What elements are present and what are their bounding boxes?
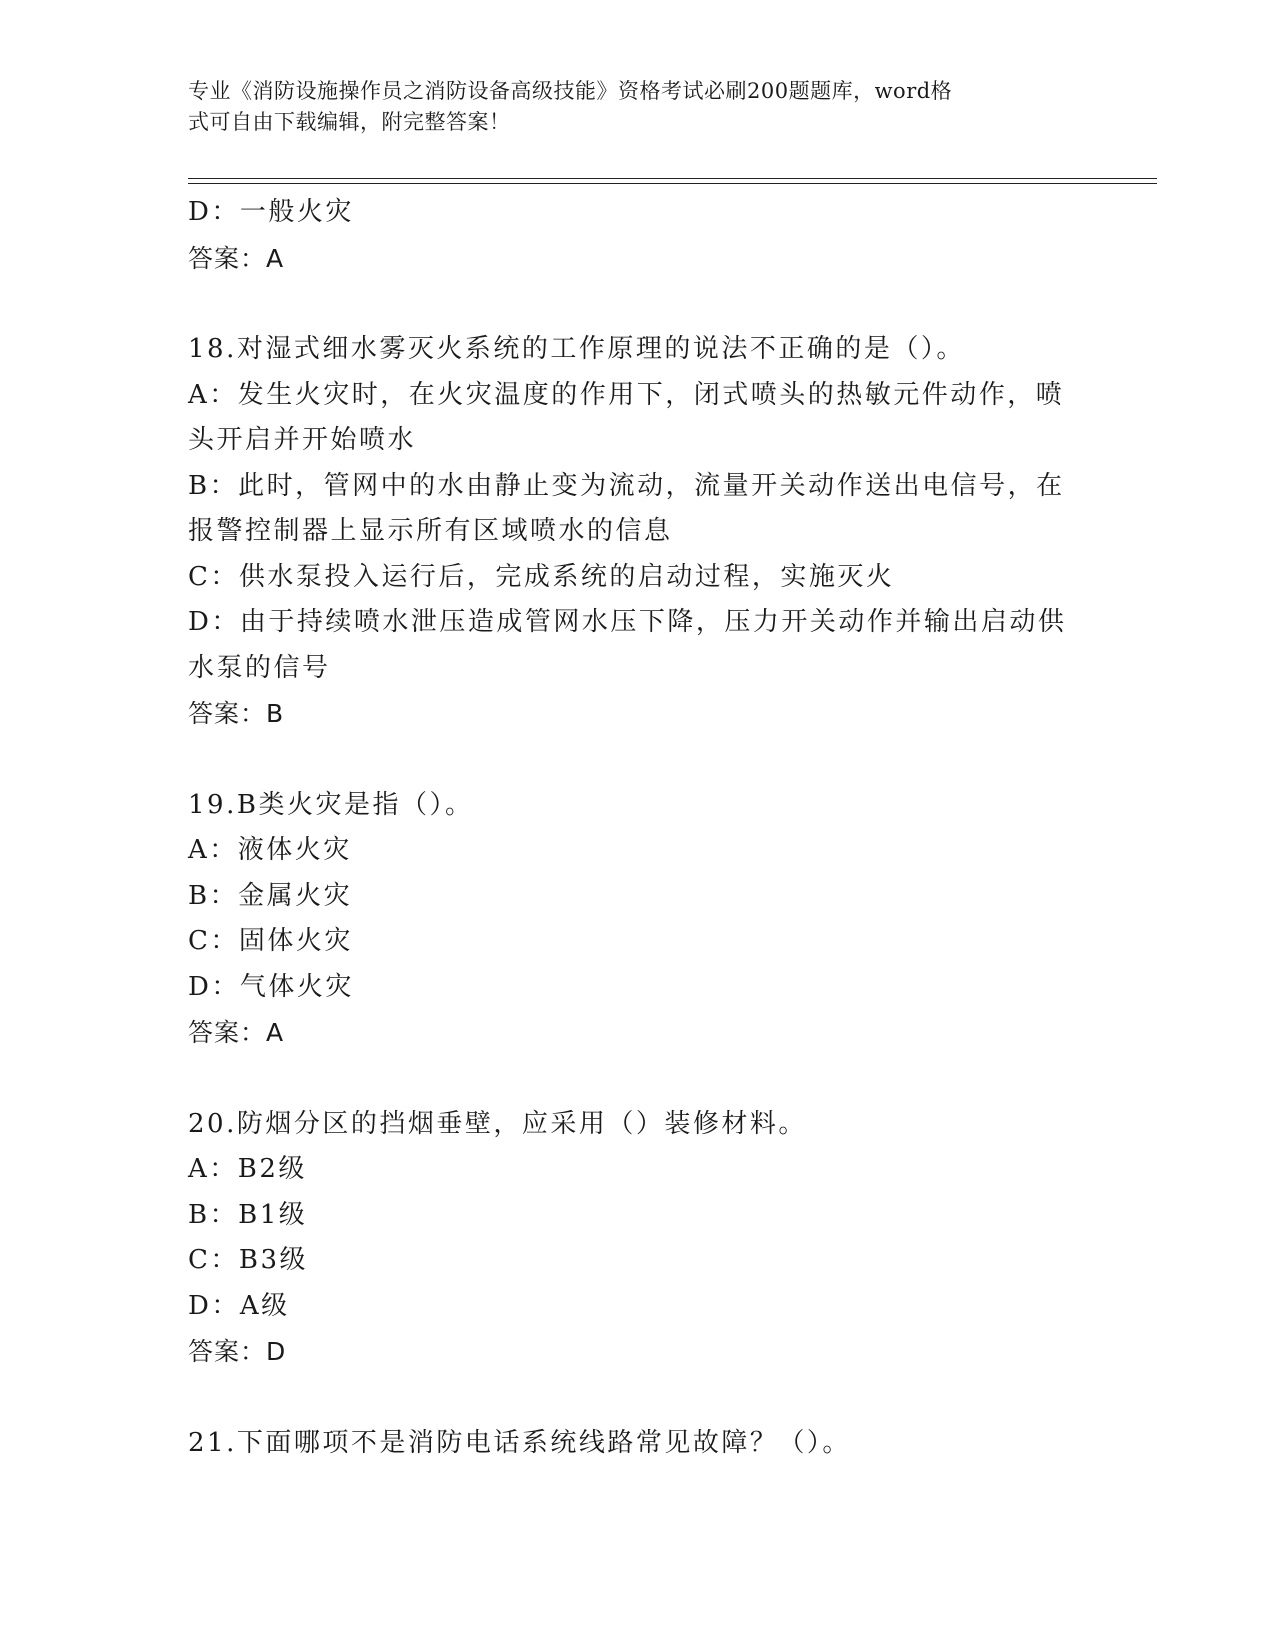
question-text: 18.对湿式细水雾灭火系统的工作原理的说法不正确的是（）。 — [188, 334, 965, 364]
option-a: A：B2级 — [188, 1154, 307, 1184]
question-block-18 — [188, 327, 1088, 737]
header-line-1: 专业《消防设施操作员之消防设备高级技能》资格考试必刷200题题库，word格 — [188, 79, 953, 103]
document-header — [188, 76, 1068, 138]
question-block-21 — [188, 1421, 1088, 1467]
question-list — [188, 190, 1088, 1466]
answer-line: 答案：B — [188, 699, 285, 728]
option-c: C：供水泵投入运行后，完成系统的启动过程，实施灭火 — [188, 561, 895, 592]
header-line-2: 式可自由下载编辑，附完整答案！ — [188, 110, 511, 134]
answer-line: 答案：A — [188, 243, 285, 273]
option-c: C：固体火灾 — [188, 926, 353, 956]
spacer — [188, 1375, 1088, 1421]
header-divider-top — [188, 178, 1157, 179]
spacer — [188, 737, 1088, 783]
option-a: A：发生火灾时，在火灾温度的作用下，闭式喷头的热敏元件动作，喷 — [188, 379, 1065, 410]
option-a-continued: 头开启并开始喷水 — [188, 425, 417, 455]
spacer — [188, 1056, 1088, 1102]
option-b: B：此时，管网中的水由静止变为流动，流量开关动作送出电信号，在 — [188, 470, 1065, 501]
option-d: D：一般火灾 — [188, 197, 354, 227]
spacer — [188, 281, 1088, 327]
question-block-17 — [188, 190, 1088, 281]
option-b: B：B1级 — [188, 1199, 308, 1230]
question-block-20 — [188, 1102, 1088, 1375]
option-d: D：由于持续喷水泄压造成管网水压下降，压力开关动作并输出启动供 — [188, 607, 1067, 637]
answer-line: 答案：D — [188, 1337, 287, 1366]
option-b-continued: 报警控制器上显示所有区域喷水的信息 — [188, 516, 673, 546]
option-c: C：B3级 — [188, 1245, 309, 1275]
answer-line: 答案：A — [188, 1018, 285, 1047]
question-text: 21.下面哪项不是消防电话系统线路常见故障？（）。 — [188, 1427, 851, 1458]
option-b: B：金属火灾 — [188, 880, 353, 911]
question-text: 19.B类火灾是指（）。 — [188, 789, 474, 820]
question-block-19 — [188, 783, 1088, 1056]
question-text: 20.防烟分区的挡烟垂壁，应采用（）装修材料。 — [188, 1108, 807, 1139]
option-a: A：液体火灾 — [188, 835, 352, 865]
header-divider-bottom — [188, 183, 1157, 184]
option-d: D：A级 — [188, 1290, 290, 1321]
option-d-continued: 水泵的信号 — [188, 652, 331, 683]
option-d: D：气体火灾 — [188, 971, 354, 1002]
